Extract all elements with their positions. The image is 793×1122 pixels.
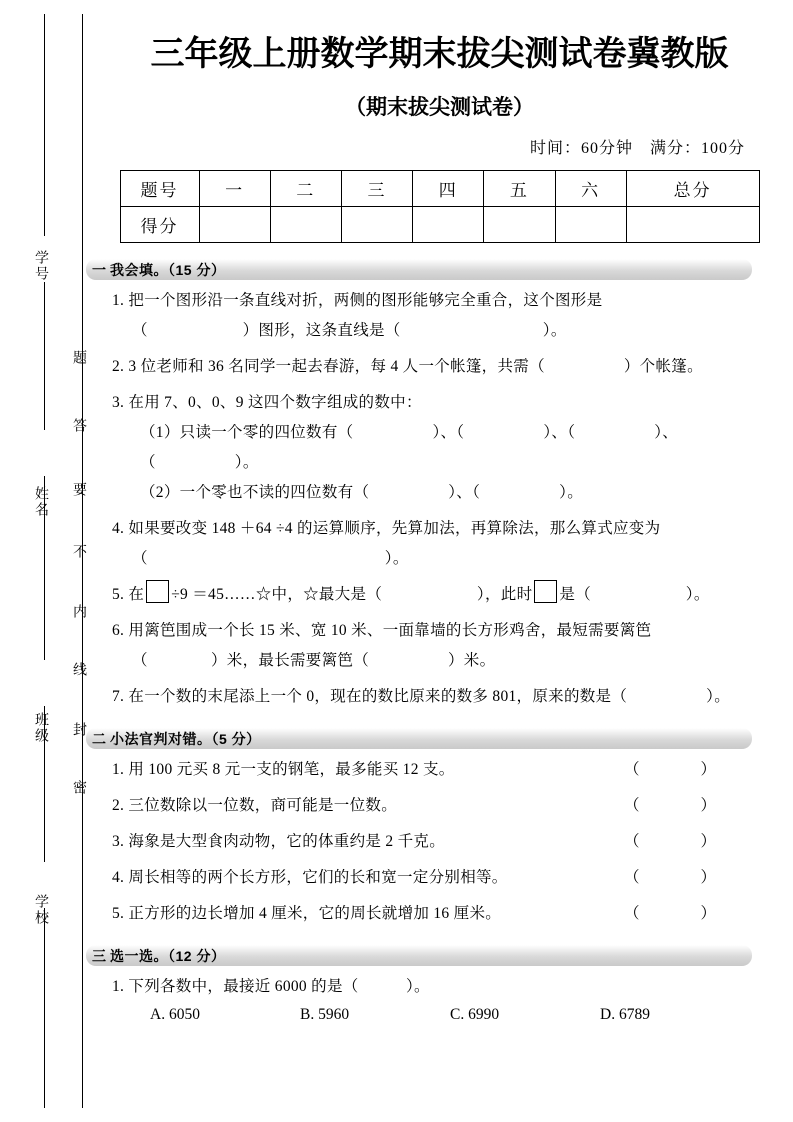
margin-label-class: 班级 [33,712,48,744]
question-1-6: 6. 用篱笆围成一个长 15 米、宽 10 米、一面靠墙的长方形鸡舍，最短需要篱笆 [112,622,652,639]
question-1-4: 4. 如果要改变 148 ＋64 ÷4 的运算顺序，先算加法，再算除法，那么算式应变为 [112,520,661,537]
question-1-1: 1. 把一个图形沿一条直线对折，两侧的图形能够完全重合，这个图形是 [112,292,603,309]
section-number: 二 [92,730,106,747]
margin-rule-right [82,14,83,1108]
score-cell-blank[interactable] [626,207,759,243]
option-a[interactable]: A. 6050 [150,1006,200,1023]
question-1-6-cont: （ ）米，最长需要篱笆（ ）米。 [132,652,496,669]
question-text: 4. 周长相等的两个长方形，它们的长和宽一定分别相等。 [112,869,508,886]
margin-label-mi: 密 [71,780,86,796]
option-c[interactable]: C. 6990 [450,1006,500,1023]
margin-label-xian: 线 [71,662,86,678]
score-cell: 得分 [120,207,199,243]
question-1-5-part2: ÷9 ＝45……☆中，☆最大是（ ），此时 [171,586,533,603]
margin-rule-left [44,14,45,1108]
margin-label-da: 答 [71,418,86,434]
question-1-3: 3. 在用 7、0、0、9 这四个数字组成的数中： [112,394,422,411]
section-header-1 [86,259,752,280]
score-cell: 三 [341,171,412,207]
question-1-3-a: （1）只读一个零的四位数有（ ）、（ ）、（ ）、（ ）。 [140,424,679,471]
question-1-1-cont: （ ）图形，这条直线是（ ）。 [132,322,567,339]
score-cell-blank[interactable] [555,207,626,243]
section-header-2 [86,728,752,749]
score-cell-blank[interactable] [270,207,341,243]
table-row [120,207,759,243]
answer-paren[interactable]: （ ） [623,797,726,814]
margin-label-bu: 不 [71,544,86,560]
question-2-1 [112,755,752,785]
answer-paren[interactable]: （ ） [623,869,726,886]
question-2-4 [112,863,752,893]
option-b[interactable]: B. 5960 [300,1006,350,1023]
section-header-3 [86,945,752,966]
margin-gap [36,430,54,476]
score-cell-blank[interactable] [484,207,555,243]
margin-label-name: 姓名 [33,486,48,518]
question-3-1-options [150,1006,750,1024]
score-table [120,170,760,243]
margin-label-yao: 要 [71,482,86,498]
question-1-5-part1: 5. 在 [112,586,145,603]
score-cell: 一 [199,171,270,207]
score-cell: 总分 [626,171,759,207]
question-text: 2. 三位数除以一位数，商可能是一位数。 [112,797,398,814]
exam-paper [86,0,793,1122]
section-title: 小法官判对错。（5 分） [110,730,261,747]
margin-label-school: 学校 [33,894,48,926]
left-margin-strip [0,0,86,1122]
question-1-2: 2. 3 位老师和 36 名同学一起去春游，每 4 人一个帐篷，共需（ ）个帐篷。 [112,358,703,375]
question-1-5-part3: 是（ ）。 [559,586,710,603]
score-cell: 四 [413,171,484,207]
question-1-5 [112,580,752,610]
margin-label-nei: 内 [71,604,86,620]
margin-gap [36,660,54,706]
score-cell: 二 [270,171,341,207]
question-1-7: 7. 在一个数的末尾添上一个 0，现在的数比原来的数多 801，原来的数是（ ）。 [112,688,731,705]
question-text: 5. 正方形的边长增加 4 厘米，它的周长就增加 16 厘米。 [112,905,502,922]
answer-paren[interactable]: （ ） [623,905,726,922]
section-number: 一 [92,261,106,278]
question-2-3 [112,827,752,857]
score-cell-blank[interactable] [413,207,484,243]
section-number: 三 [92,947,106,964]
question-text: 3. 海象是大型食肉动物，它的体重约是 2 千克。 [112,833,446,850]
section-title: 我会填。（15 分） [110,261,226,278]
score-cell: 题号 [120,171,199,207]
score-cell: 五 [484,171,555,207]
question-3-1: 1. 下列各数中，最接近 6000 的是（ ）。 [112,978,430,995]
section-title: 选一选。（12 分） [110,947,226,964]
margin-label-feng: 封 [71,722,86,738]
margin-label-student-id: 学号 [33,250,48,282]
question-1-4-cont: （ ）。 [132,550,409,567]
answer-box[interactable] [146,580,169,603]
page-subtitle: （期末拔尖测试卷） [345,96,534,119]
question-2-5 [112,899,752,929]
score-cell-blank[interactable] [341,207,412,243]
question-text: 1. 用 100 元买 8 元一支的钢笔，最多能买 12 支。 [112,761,455,778]
exam-info: 时间：60分钟 满分：100分 [529,140,745,157]
score-cell-blank[interactable] [199,207,270,243]
answer-paren[interactable]: （ ） [623,833,726,850]
score-cell: 六 [555,171,626,207]
answer-box[interactable] [534,580,557,603]
answer-paren[interactable]: （ ） [623,761,726,778]
margin-label-ti: 题 [71,350,86,366]
question-2-2 [112,791,752,821]
question-1-3-b: （2）一个零也不读的四位数有（ ）、（ ）。 [140,484,584,501]
table-row [120,171,759,207]
option-d[interactable]: D. 6789 [600,1006,650,1023]
page-title: 三年级上册数学期末拔尖测试卷冀教版 [150,35,729,73]
